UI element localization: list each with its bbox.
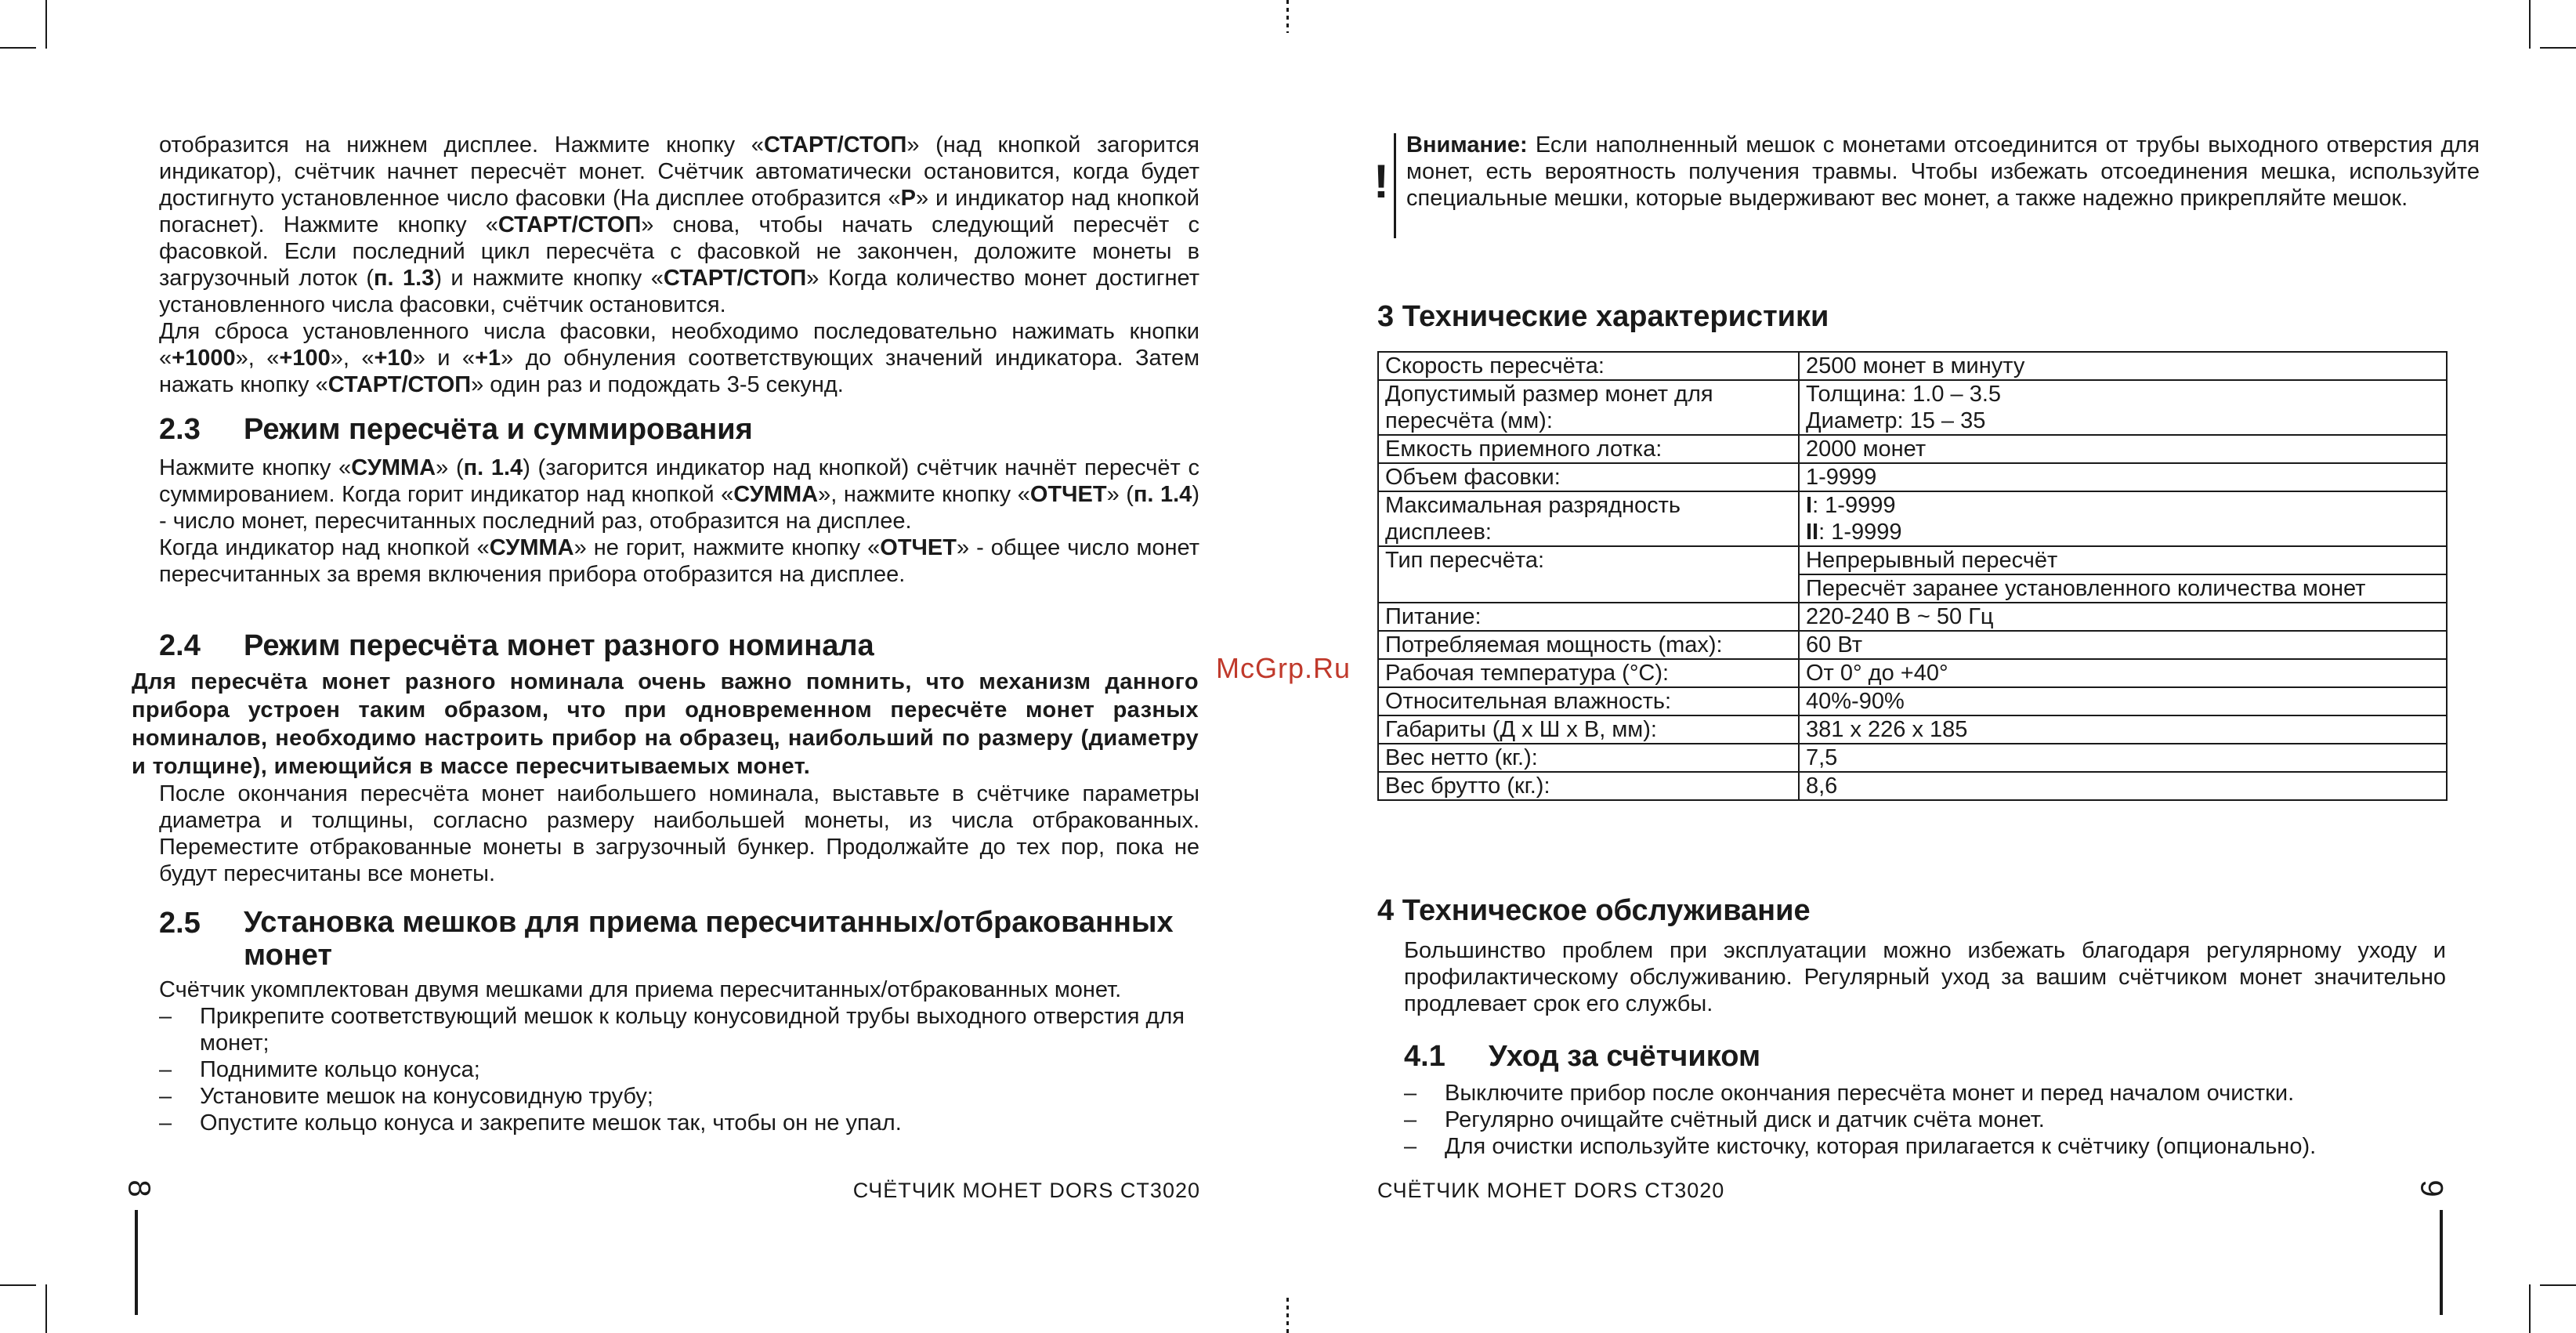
spec-key: Скорость пересчёта: <box>1378 352 1799 380</box>
spec-value: 381 х 226 х 185 <box>1799 715 2447 744</box>
spec-value: 8,6 <box>1799 772 2447 800</box>
spec-key: Габариты (Д х Ш х В, мм): <box>1378 715 1799 744</box>
spec-key: Вес брутто (кг.): <box>1378 772 1799 800</box>
spec-value: 220-240 В ~ 50 Гц <box>1799 603 2447 631</box>
list-item: – Установите мешок на конусовидную трубу; <box>159 1083 1199 1110</box>
spec-key: Максимальная разрядность дисплеев: <box>1378 491 1799 546</box>
bag-steps-list <box>159 1003 1199 1136</box>
spec-row <box>1378 687 2447 715</box>
intro-para-2: Для сброса установленного числа фасовки, необходимо последовательно нажимать кнопки «+1000», «+100», «+10» и «+1» до обнуления соответствующих значений индикатора. Затем нажать кнопку «СТАРТ/СТОП» один раз и подождать 3-5 секунд. <box>159 319 1200 397</box>
section-number: 2.4 <box>159 629 201 662</box>
warning-bar <box>1394 133 1396 238</box>
section-title: Уход за счётчиком <box>1489 1040 1761 1073</box>
watermark: McGrp.Ru <box>1216 652 1351 684</box>
section-title: Установка мешков для приема пересчитанных/отбракованных монет <box>244 906 1174 972</box>
intro-section <box>159 132 1199 398</box>
section-2-3-para-1: Нажмите кнопку «СУММА» (п. 1.4) (загорится индикатор над кнопкой) счётчик начнёт пересчёт с суммированием. Когда горит индикатор над кнопкой «СУММА», нажмите кнопку «ОТЧЕТ» (п. 1.4) - число монет, пересчитанных последний раз, отобразится на дисплее. <box>159 455 1200 534</box>
spec-row <box>1378 744 2447 772</box>
spec-value: 60 Вт <box>1799 631 2447 659</box>
section-title: Режим пересчёта монет разного номинала <box>244 629 874 662</box>
section-2-3-para-2: Когда индикатор над кнопкой «СУММА» не горит, нажмите кнопку «ОТЧЕТ» - общее число монет пересчитанных за время включения прибора отобразится на дисплее. <box>159 535 1199 587</box>
spec-key: Потребляемая мощность (max): <box>1378 631 1799 659</box>
spec-row <box>1378 435 2447 463</box>
spec-row <box>1378 463 2447 491</box>
spec-row <box>1378 715 2447 744</box>
spec-value: 40%-90% <box>1799 687 2447 715</box>
list-item: – Поднимите кольцо конуса; <box>159 1056 1199 1083</box>
spec-key: Объем фасовки: <box>1378 463 1799 491</box>
spec-row <box>1378 631 2447 659</box>
section-title: Режим пересчёта и суммирования <box>244 413 753 446</box>
care-steps-list <box>1404 1080 2446 1160</box>
spec-key: Рабочая температура (°С): <box>1378 659 1799 687</box>
spec-row <box>1378 352 2447 380</box>
footer-left: СЧЁТЧИК МОНЕТ DORS CT3020 <box>852 1179 1200 1202</box>
section-3-heading: 3 Технические характеристики <box>1377 300 1829 333</box>
spec-key: Допустимый размер монет для пересчёта (мм): <box>1378 380 1799 435</box>
exclamation-icon: ! <box>1373 155 1389 208</box>
section-2-5-heading <box>159 906 1199 972</box>
list-item: – Регулярно очищайте счётный диск и датчик счёта монет. <box>1404 1107 2446 1133</box>
list-item: – Прикрепите соответствующий мешок к кольцу конусовидной трубы выходного отверстия для монет; <box>159 1003 1199 1056</box>
spec-row <box>1378 659 2447 687</box>
page-number-left: 8 <box>121 1179 157 1197</box>
footer-right: СЧЁТЧИК МОНЕТ DORS CT3020 <box>1377 1179 1725 1202</box>
warning-text <box>1406 132 2480 212</box>
section-2-3 <box>159 412 1199 588</box>
section-4-1 <box>1404 1039 2446 1160</box>
list-item: – Для очистки используйте кисточку, которая прилагается к счётчику (опционально). <box>1404 1133 2446 1160</box>
section-2-3-heading <box>159 412 1199 447</box>
spec-value: I: 1-9999 II: 1-9999 <box>1799 491 2447 546</box>
section-2-4-heading <box>159 628 1199 663</box>
page-number-right: 9 <box>2414 1179 2449 1197</box>
spec-key: Емкость приемного лотка: <box>1378 435 1799 463</box>
spec-row <box>1378 546 2447 574</box>
spec-value: 7,5 <box>1799 744 2447 772</box>
section-number: 4.1 <box>1404 1040 1445 1073</box>
spec-row <box>1378 603 2447 631</box>
section-4-1-heading <box>1404 1039 2446 1074</box>
section-2-5-intro: Счётчик укомплектован двумя мешками для приема пересчитанных/отбракованных монет. <box>159 977 1122 1002</box>
spec-value: Непрерывный пересчёт <box>1799 546 2447 574</box>
spec-row <box>1378 491 2447 546</box>
warning-label: Внимание: <box>1406 132 1528 158</box>
section-2-4 <box>159 628 1199 663</box>
list-item: – Опустите кольцо конуса и закрепите мешок так, чтобы он не упал. <box>159 1110 1199 1136</box>
spec-value: Толщина: 1.0 – 3.5 Диаметр: 15 – 35 <box>1799 380 2447 435</box>
section-2-5 <box>159 906 1199 1136</box>
spec-key: Тип пересчёта: <box>1378 546 1799 603</box>
spec-row <box>1378 380 2447 435</box>
intro-para-1: отобразится на нижнем дисплее. Нажмите кнопку «СТАРТ/СТОП» (над кнопкой загорится индикатор), счётчик начнет пересчёт монет. Счётчик автоматически остановится, когда будет достигнуто установленное число фасовки (На дисплее отобразится «P» и индикатор над кнопкой погаснет). Нажмите кнопку «СТАРТ/СТОП» снова, чтобы начать следующий пересчёт с фасовкой. Если последний цикл пересчёта с фасовкой не закончен, доложите монеты в загрузочный лоток (п. 1.3) и нажмите кнопку «СТАРТ/СТОП» Когда количество монет достигнет установленного числа фасовки, счётчик остановится. <box>159 132 1199 317</box>
spec-value: 1-9999 <box>1799 463 2447 491</box>
spec-table <box>1377 351 2448 801</box>
section-number: 2.5 <box>159 907 201 940</box>
spec-value: 2000 монет <box>1799 435 2447 463</box>
warning-body: Если наполненный мешок с монетами отсоединится от трубы выходного отверстия для монет, есть вероятность получения травмы. Чтобы избежать отсоединения мешка, используйте специальные мешки, которые выдерживают вес монет, а также надежно прикрепляйте мешок. <box>1406 132 2480 211</box>
list-item: – Выключите прибор после окончания пересчёта монет и перед началом очистки. <box>1404 1080 2446 1107</box>
section-4-para: Большинство проблем при эксплуатации можно избежать благодаря регулярному уходу и профилактическому обслуживанию. Регулярный уход за вашим счётчиком монет значительно продлевает срок его службы. <box>1404 938 2446 1016</box>
spec-key: Вес нетто (кг.): <box>1378 744 1799 772</box>
spec-key: Питание: <box>1378 603 1799 631</box>
spec-value: От 0° до +40° <box>1799 659 2447 687</box>
section-number: 2.3 <box>159 413 201 446</box>
warning-block <box>1373 132 2576 212</box>
right-page <box>1288 0 2576 1333</box>
spec-row <box>1378 772 2447 800</box>
spec-value: 2500 монет в минуту <box>1799 352 2447 380</box>
spec-value: Пересчёт заранее установленного количества монет <box>1799 574 2447 603</box>
section-2-4-para: После окончания пересчёта монет наибольшего номинала, выставьте в счётчике параметры диаметра и толщины, согласно размеру наибольшей монеты, из числа отбракованных. Переместите отбракованные монеты в загрузочный бункер. Продолжайте до тех пор, пока не будут пересчитаны все монеты. <box>159 781 1199 886</box>
section-2-4-warning: Для пересчёта монет разного номинала очень важно помнить, что механизм данного прибора устроен таким образом, что при одновременном пересчёте монет разных номиналов, необходимо настроить прибор на образец, наибольший по размеру (диаметру и толщине), имеющийся в массе пересчитываемых монет. <box>132 669 1199 779</box>
section-4-heading: 4 Техническое обслуживание <box>1377 894 1811 927</box>
spec-key: Относительная влажность: <box>1378 687 1799 715</box>
